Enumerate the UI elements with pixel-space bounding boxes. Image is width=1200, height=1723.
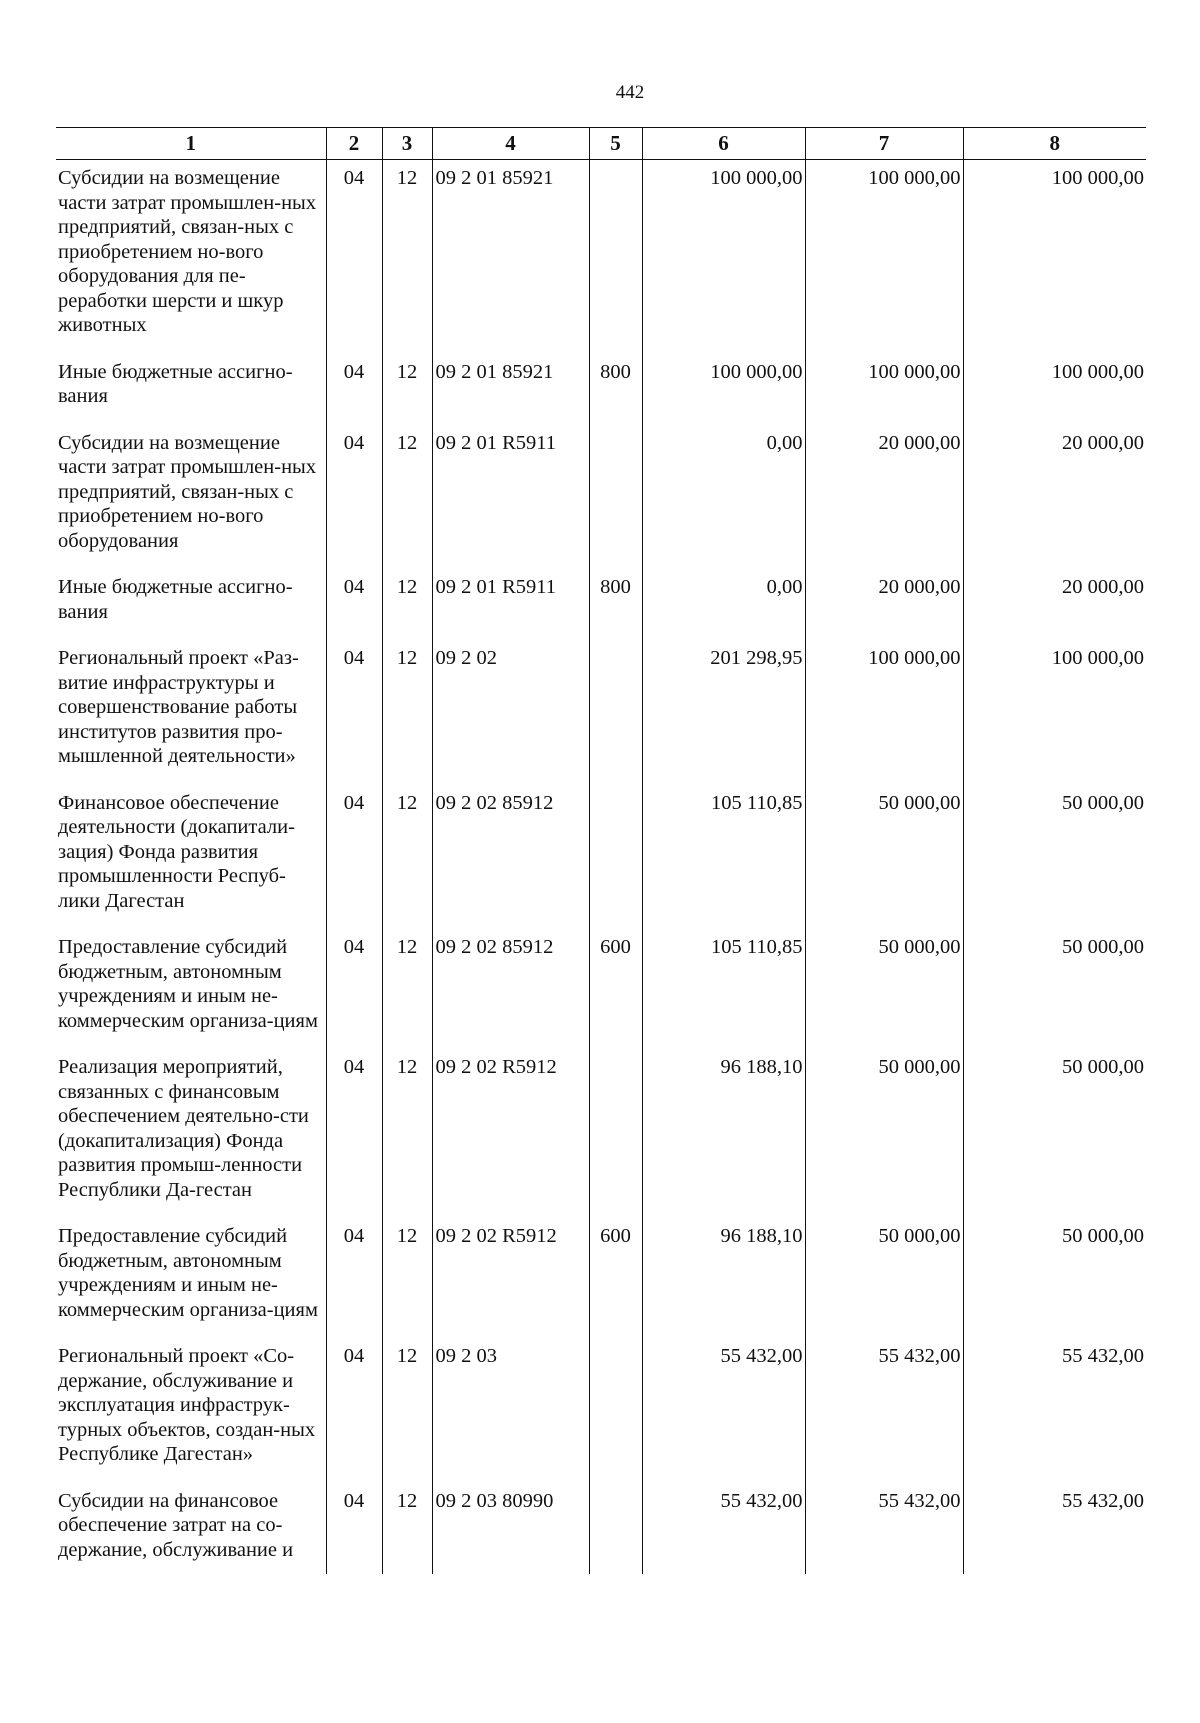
subsection-code: 12 xyxy=(382,160,432,354)
expense-type-code: 800 xyxy=(589,569,642,640)
item-name: Субсидии на финансовое обеспечение затрат на со-держание, обслуживание и xyxy=(56,1483,326,1575)
table-row xyxy=(56,1218,1146,1338)
table-row xyxy=(56,1483,1146,1575)
item-name: Иные бюджетные ассигно-вания xyxy=(56,569,326,640)
subsection-code: 12 xyxy=(382,1483,432,1575)
amount-col-8: 55 432,00 xyxy=(963,1483,1146,1575)
column-header: 2 xyxy=(326,128,382,160)
section-code: 04 xyxy=(326,160,382,354)
column-header: 6 xyxy=(642,128,805,160)
expense-type-code xyxy=(589,785,642,930)
amount-col-6: 0,00 xyxy=(642,425,805,570)
amount-col-8: 20 000,00 xyxy=(963,569,1146,640)
column-header: 3 xyxy=(382,128,432,160)
amount-col-7: 55 432,00 xyxy=(805,1483,963,1575)
section-code: 04 xyxy=(326,354,382,425)
amount-col-6: 0,00 xyxy=(642,569,805,640)
column-header: 4 xyxy=(432,128,589,160)
amount-col-8: 50 000,00 xyxy=(963,1218,1146,1338)
target-article-code: 09 2 02 85912 xyxy=(432,929,589,1049)
target-article-code: 09 2 02 R5912 xyxy=(432,1218,589,1338)
section-code: 04 xyxy=(326,929,382,1049)
target-article-code: 09 2 02 xyxy=(432,640,589,785)
item-name: Иные бюджетные ассигно-вания xyxy=(56,354,326,425)
amount-col-6: 105 110,85 xyxy=(642,929,805,1049)
amount-col-6: 96 188,10 xyxy=(642,1049,805,1218)
target-article-code: 09 2 01 R5911 xyxy=(432,425,589,570)
expense-type-code xyxy=(589,425,642,570)
amount-col-7: 100 000,00 xyxy=(805,160,963,354)
expense-type-code xyxy=(589,640,642,785)
amount-col-8: 100 000,00 xyxy=(963,640,1146,785)
amount-col-6: 55 432,00 xyxy=(642,1483,805,1575)
target-article-code: 09 2 03 80990 xyxy=(432,1483,589,1575)
item-name: Субсидии на возмещение части затрат промышлен-ных предприятий, связан-ных с приобретением но-вого оборудования xyxy=(56,425,326,570)
amount-col-6: 100 000,00 xyxy=(642,160,805,354)
column-header: 7 xyxy=(805,128,963,160)
amount-col-6: 96 188,10 xyxy=(642,1218,805,1338)
amount-col-8: 20 000,00 xyxy=(963,425,1146,570)
expense-type-code xyxy=(589,160,642,354)
page-number: 442 xyxy=(615,82,645,103)
table-row xyxy=(56,160,1146,354)
budget-table xyxy=(56,127,1146,1574)
target-article-code: 09 2 01 R5911 xyxy=(432,569,589,640)
amount-col-6: 105 110,85 xyxy=(642,785,805,930)
amount-col-7: 20 000,00 xyxy=(805,425,963,570)
header-row xyxy=(56,128,1146,160)
table-row xyxy=(56,1049,1146,1218)
table-row xyxy=(56,425,1146,570)
column-header: 8 xyxy=(963,128,1146,160)
section-code: 04 xyxy=(326,1218,382,1338)
subsection-code: 12 xyxy=(382,1338,432,1483)
table-row xyxy=(56,1338,1146,1483)
subsection-code: 12 xyxy=(382,785,432,930)
table-row xyxy=(56,785,1146,930)
item-name: Региональный проект «Раз-витие инфраструктуры и совершенствование работы институтов развития про-мышленной деятельности» xyxy=(56,640,326,785)
amount-col-8: 100 000,00 xyxy=(963,354,1146,425)
target-article-code: 09 2 01 85921 xyxy=(432,160,589,354)
item-name: Финансовое обеспечение деятельности (докапитали-зация) Фонда развития промышленности Респуб-лики Дагестан xyxy=(56,785,326,930)
target-article-code: 09 2 01 85921 xyxy=(432,354,589,425)
amount-col-6: 201 298,95 xyxy=(642,640,805,785)
item-name: Реализация мероприятий, связанных с финансовым обеспечением деятельно-сти (докапитализация) Фонда развития промыш-ленности Республики Да-гестан xyxy=(56,1049,326,1218)
section-code: 04 xyxy=(326,569,382,640)
subsection-code: 12 xyxy=(382,354,432,425)
amount-col-8: 100 000,00 xyxy=(963,160,1146,354)
expense-type-code xyxy=(589,1049,642,1218)
target-article-code: 09 2 02 R5912 xyxy=(432,1049,589,1218)
table-row xyxy=(56,354,1146,425)
amount-col-7: 20 000,00 xyxy=(805,569,963,640)
amount-col-7: 50 000,00 xyxy=(805,1049,963,1218)
amount-col-8: 50 000,00 xyxy=(963,785,1146,930)
expense-type-code xyxy=(589,1338,642,1483)
amount-col-6: 100 000,00 xyxy=(642,354,805,425)
subsection-code: 12 xyxy=(382,569,432,640)
table-row xyxy=(56,569,1146,640)
subsection-code: 12 xyxy=(382,1218,432,1338)
table-row xyxy=(56,929,1146,1049)
amount-col-7: 100 000,00 xyxy=(805,354,963,425)
subsection-code: 12 xyxy=(382,929,432,1049)
amount-col-7: 50 000,00 xyxy=(805,929,963,1049)
item-name: Предоставление субсидий бюджетным, автономным учреждениям и иным не-коммерческим организа-циям xyxy=(56,1218,326,1338)
amount-col-6: 55 432,00 xyxy=(642,1338,805,1483)
item-name: Региональный проект «Со-держание, обслуживание и эксплуатация инфраструк-турных объектов, создан-ных Республике Дагестан» xyxy=(56,1338,326,1483)
expense-type-code: 600 xyxy=(589,1218,642,1338)
expense-type-code: 800 xyxy=(589,354,642,425)
section-code: 04 xyxy=(326,1338,382,1483)
item-name: Предоставление субсидий бюджетным, автономным учреждениям и иным не-коммерческим организа-циям xyxy=(56,929,326,1049)
table-header xyxy=(56,128,1146,160)
table-body xyxy=(56,160,1146,1575)
amount-col-8: 50 000,00 xyxy=(963,929,1146,1049)
amount-col-7: 50 000,00 xyxy=(805,785,963,930)
section-code: 04 xyxy=(326,1483,382,1575)
table-row xyxy=(56,640,1146,785)
section-code: 04 xyxy=(326,640,382,785)
item-name: Субсидии на возмещение части затрат промышлен-ных предприятий, связан-ных с приобретением но-вого оборудования для пе-реработки шерсти и шкур животных xyxy=(56,160,326,354)
subsection-code: 12 xyxy=(382,425,432,570)
target-article-code: 09 2 02 85912 xyxy=(432,785,589,930)
expense-type-code: 600 xyxy=(589,929,642,1049)
target-article-code: 09 2 03 xyxy=(432,1338,589,1483)
subsection-code: 12 xyxy=(382,1049,432,1218)
column-header: 5 xyxy=(589,128,642,160)
amount-col-8: 50 000,00 xyxy=(963,1049,1146,1218)
amount-col-7: 100 000,00 xyxy=(805,640,963,785)
section-code: 04 xyxy=(326,1049,382,1218)
expense-type-code xyxy=(589,1483,642,1575)
column-header: 1 xyxy=(56,128,326,160)
amount-col-7: 50 000,00 xyxy=(805,1218,963,1338)
amount-col-7: 55 432,00 xyxy=(805,1338,963,1483)
subsection-code: 12 xyxy=(382,640,432,785)
amount-col-8: 55 432,00 xyxy=(963,1338,1146,1483)
section-code: 04 xyxy=(326,425,382,570)
section-code: 04 xyxy=(326,785,382,930)
